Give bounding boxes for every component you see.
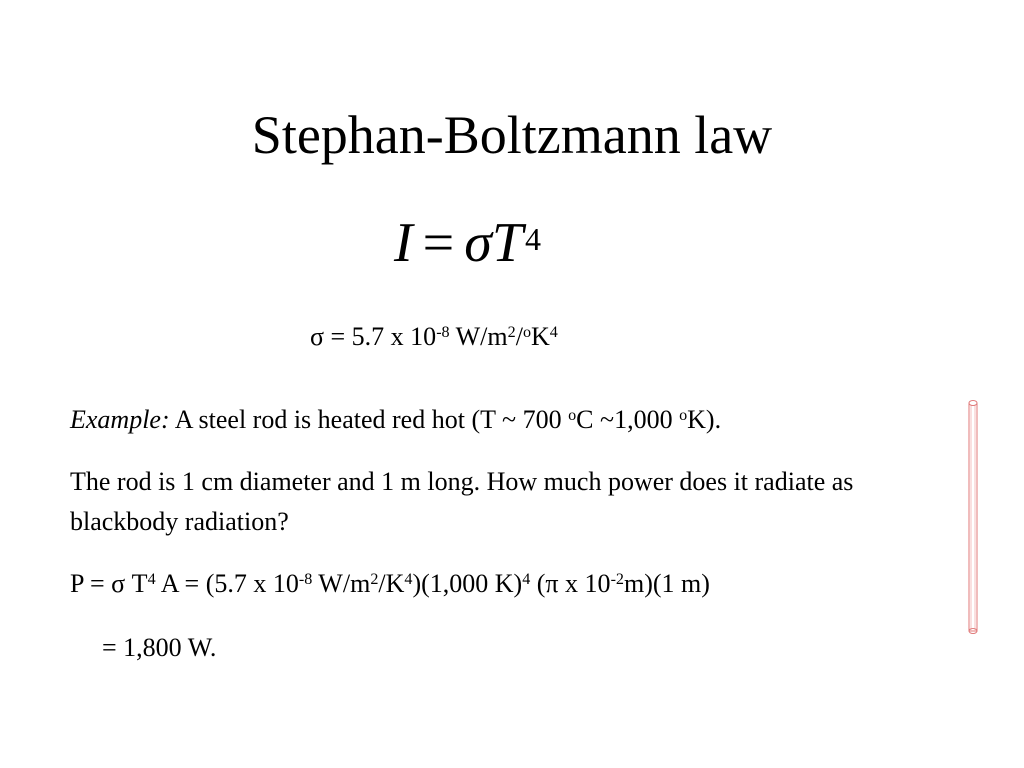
- example-text: C ~1,000: [576, 405, 680, 434]
- sigma-def-text: W/m: [449, 322, 508, 351]
- steel-rod-illustration: [968, 400, 978, 634]
- power-exp: 4: [147, 571, 156, 588]
- power-exp: 2: [370, 571, 379, 588]
- example-label: Example:: [70, 405, 170, 434]
- power-exp: 4: [522, 571, 531, 588]
- formula-lhs: I: [394, 212, 413, 274]
- power-text: (π x 10: [530, 569, 611, 598]
- power-exp: -8: [298, 571, 313, 588]
- example-paragraph: [70, 400, 950, 440]
- formula-variable: T: [491, 212, 524, 274]
- degree-mark: o: [679, 407, 688, 424]
- degree-mark: o: [568, 407, 577, 424]
- sigma-def-text: σ = 5.7 x 10: [310, 322, 437, 351]
- formula-sigma: σ: [464, 212, 492, 274]
- power-equation: [70, 564, 950, 604]
- power-result: = 1,800 W.: [102, 633, 217, 662]
- sigma-def-text: /: [515, 322, 523, 351]
- slide-title: Stephan-Boltzmann law: [251, 105, 773, 165]
- sigma-def-text: K: [531, 322, 550, 351]
- power-text: m)(1 m): [623, 569, 710, 598]
- power-text: )(1,000 K): [412, 569, 523, 598]
- stefan-boltzmann-formula: [394, 208, 541, 278]
- power-exp: -2: [610, 571, 624, 588]
- sigma-def-exp: 4: [549, 324, 558, 341]
- rod-description: The rod is 1 cm diameter and 1 m long. How much power does it radiate as blackbody radiation?: [70, 467, 854, 536]
- power-text: /K: [378, 569, 405, 598]
- formula-exponent: 4: [525, 221, 542, 257]
- formula-equals: =: [422, 212, 455, 274]
- example-text: K).: [687, 405, 722, 434]
- power-text: P = σ T: [70, 569, 148, 598]
- power-exp: 4: [404, 571, 413, 588]
- sigma-def-exp: -8: [436, 324, 450, 341]
- sigma-definition: [310, 320, 558, 354]
- power-text: W/m: [312, 569, 371, 598]
- power-text: A = (5.7 x 10: [155, 569, 299, 598]
- sigma-def-exp: o: [522, 324, 531, 341]
- sigma-def-exp: 2: [507, 324, 516, 341]
- example-text: A steel rod is heated red hot (T ~ 700: [169, 405, 569, 434]
